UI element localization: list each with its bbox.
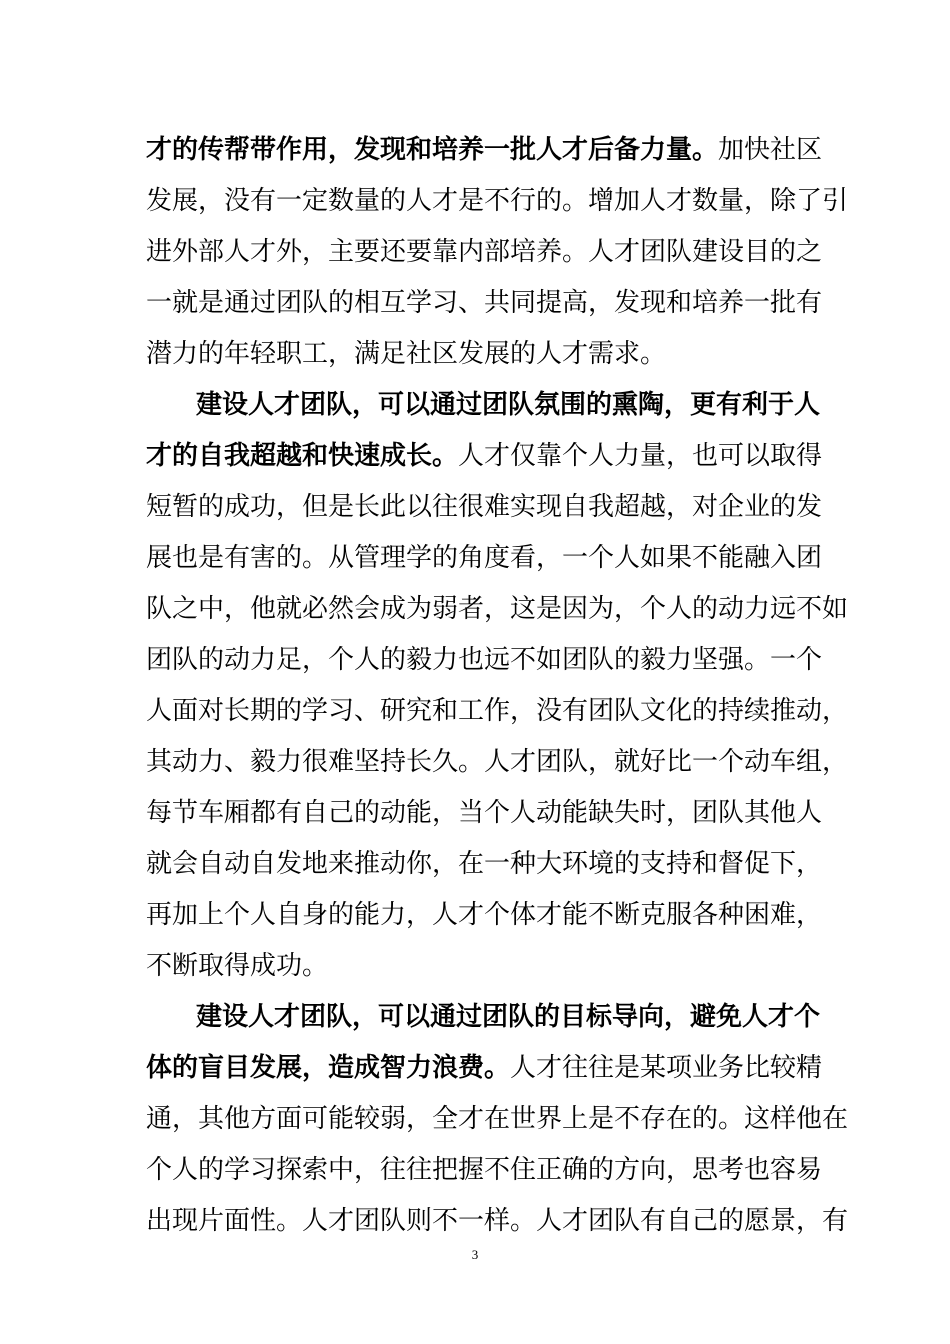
text-run: 不断取得成功。 [146,951,329,981]
text-line [146,589,849,629]
text-line [146,436,823,476]
text-run: 个人的学习探索中，往往把握不住正确的方向，思考也容易 [146,1155,823,1185]
text-line [146,181,849,221]
text-run: 一就是通过团队的相互学习、共同提高，发现和培养一批有 [146,288,823,318]
text-line [146,130,823,170]
text-line [146,895,823,935]
text-line [146,742,849,782]
text-run: 短暂的成功，但是长此以往很难实现自我超越，对企业的发 [146,492,823,522]
text-line [146,844,823,884]
bold-run: 才的自我超越和快速成长。 [146,441,459,471]
text-line [146,487,823,527]
text-run: 人才往往是某项业务比较精 [510,1053,823,1083]
text-run: 加快社区 [718,135,823,165]
text-run: 出现片面性。人才团队则不一样。人才团队有自己的愿景，有 [146,1206,849,1236]
bold-run: 才的传帮带作用，发现和培养一批人才后备力量。 [146,135,719,165]
text-run: 其动力、毅力很难坚持长久。人才团队，就好比一个动车组， [146,747,849,777]
text-run: 潜力的年轻职工，满足社区发展的人才需求。 [146,339,667,369]
bold-run: 体的盲目发展，造成智力浪费。 [146,1053,511,1083]
text-line [146,232,823,272]
text-line [146,1099,849,1139]
text-run: 就会自动自发地来推动你，在一种大环境的支持和督促下， [146,849,823,879]
text-line [196,385,821,425]
text-line [146,691,849,731]
text-line [146,946,806,986]
text-run: 进外部人才外，主要还要靠内部培养。人才团队建设目的之 [146,237,823,267]
text-line [146,334,806,374]
text-run: 团队的动力足，个人的毅力也远不如团队的毅力坚强。一个 [146,645,823,675]
bold-run: 建设人才团队，可以通过团队氛围的熏陶，更有利于人 [196,390,821,420]
text-line [146,1150,823,1190]
text-line [146,283,823,323]
text-run: 发展，没有一定数量的人才是不行的。增加人才数量，除了引 [146,186,849,216]
text-run: 人才仅靠个人力量，也可以取得 [458,441,823,471]
text-line [146,1048,823,1088]
text-run: 通，其他方面可能较弱，全才在世界上是不存在的。这样他在 [146,1104,849,1134]
text-line [146,793,823,833]
text-run: 人面对长期的学习、研究和工作，没有团队文化的持续推动， [146,696,849,726]
page-number: 3 [471,1247,479,1262]
bold-run: 建设人才团队，可以通过团队的目标导向，避免人才个 [196,1002,821,1032]
text-run: 展也是有害的。从管理学的角度看，一个人如果不能融入团 [146,543,823,573]
text-line [146,640,823,680]
text-line [196,997,821,1037]
text-line [146,538,823,578]
text-line [146,1201,849,1241]
text-run: 再加上个人自身的能力，人才个体才能不断克服各种困难， [146,900,823,930]
text-run: 每节车厢都有自己的动能，当个人动能缺失时，团队其他人 [146,798,823,828]
text-run: 队之中，他就必然会成为弱者，这是因为，个人的动力远不如 [146,594,849,624]
